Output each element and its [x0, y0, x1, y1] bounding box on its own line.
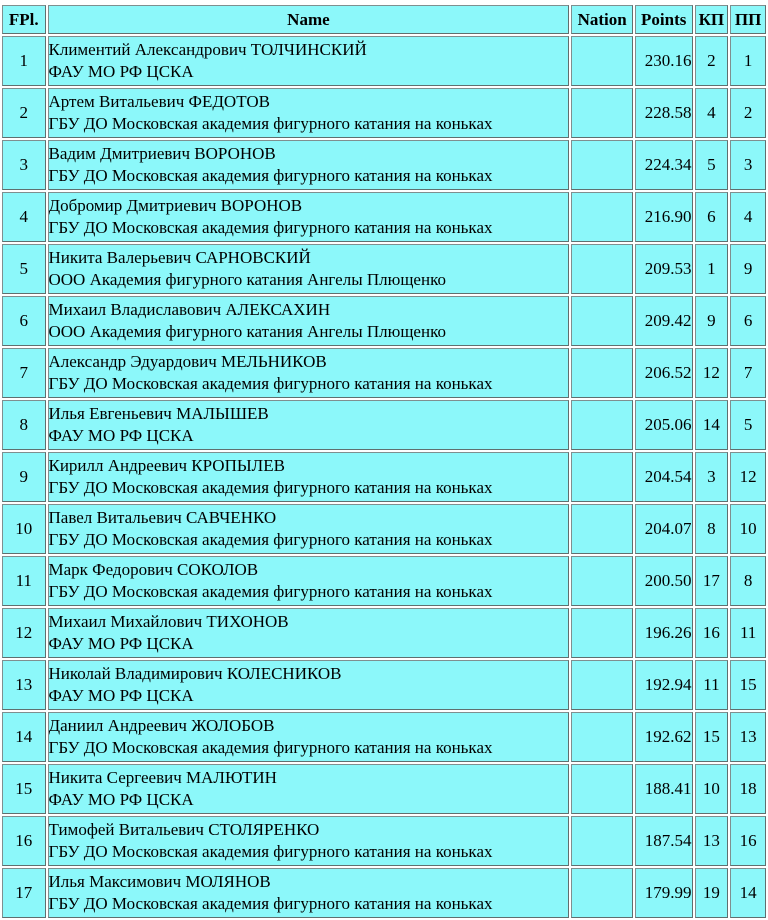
free-program-rank-cell: 10	[730, 504, 766, 554]
free-program-rank-cell: 18	[730, 764, 766, 814]
table-row	[2, 140, 766, 190]
skater-club: ООО Академия фигурного катания Ангелы Плющенко	[48, 322, 446, 341]
free-program-rank-cell: 12	[730, 452, 766, 502]
skater-cell	[48, 348, 570, 398]
short-program-rank-cell: 14	[695, 400, 729, 450]
points-cell: 216.90	[635, 192, 693, 242]
points-cell: 228.58	[635, 88, 693, 138]
skater-cell	[48, 88, 570, 138]
skater-cell	[48, 452, 570, 502]
skater-club: ООО Академия фигурного катания Ангелы Плющенко	[48, 270, 446, 289]
nation-cell	[571, 400, 633, 450]
points-cell: 187.54	[635, 816, 693, 866]
free-program-rank-cell: 15	[730, 660, 766, 710]
nation-cell	[571, 36, 633, 86]
nation-cell	[571, 608, 633, 658]
skater-cell	[48, 400, 570, 450]
placement-cell: 8	[2, 400, 46, 450]
header-nation[interactable]: Nation	[571, 5, 633, 34]
free-program-rank-cell: 5	[730, 400, 766, 450]
skater-name[interactable]: Михаил Владиславович АЛЕКСАХИН	[48, 300, 331, 319]
results-table	[0, 3, 768, 920]
free-program-rank-cell: 6	[730, 296, 766, 346]
table-row	[2, 868, 766, 918]
skater-cell	[48, 504, 570, 554]
skater-cell	[48, 608, 570, 658]
skater-name[interactable]: Климентий Александрович ТОЛЧИНСКИЙ	[48, 40, 367, 59]
skater-club: ФАУ МО РФ ЦСКА	[48, 426, 194, 445]
skater-cell	[48, 296, 570, 346]
skater-name[interactable]: Павел Витальевич САВЧЕНКО	[48, 508, 277, 527]
short-program-rank-cell: 9	[695, 296, 729, 346]
skater-club: ФАУ МО РФ ЦСКА	[48, 62, 194, 81]
points-cell: 209.53	[635, 244, 693, 294]
skater-club: ГБУ ДО Московская академия фигурного катания на коньках	[48, 530, 493, 549]
skater-name[interactable]: Вадим Дмитриевич ВОРОНОВ	[48, 144, 276, 163]
skater-cell	[48, 244, 570, 294]
table-row	[2, 764, 766, 814]
short-program-rank-cell: 1	[695, 244, 729, 294]
placement-cell: 2	[2, 88, 46, 138]
table-row	[2, 608, 766, 658]
placement-cell: 4	[2, 192, 46, 242]
nation-cell	[571, 192, 633, 242]
skater-cell	[48, 140, 570, 190]
placement-cell: 15	[2, 764, 46, 814]
placement-cell: 5	[2, 244, 46, 294]
skater-club: ГБУ ДО Московская академия фигурного катания на коньках	[48, 166, 493, 185]
placement-cell: 16	[2, 816, 46, 866]
skater-cell	[48, 764, 570, 814]
skater-club: ФАУ МО РФ ЦСКА	[48, 686, 194, 705]
nation-cell	[571, 816, 633, 866]
placement-cell: 7	[2, 348, 46, 398]
free-program-rank-cell: 14	[730, 868, 766, 918]
skater-name[interactable]: Николай Владимирович КОЛЕСНИКОВ	[48, 664, 342, 683]
skater-cell	[48, 712, 570, 762]
skater-club: ГБУ ДО Московская академия фигурного катания на коньках	[48, 374, 493, 393]
skater-name[interactable]: Никита Сергеевич МАЛЮТИН	[48, 768, 277, 787]
points-cell: 192.62	[635, 712, 693, 762]
free-program-rank-cell: 13	[730, 712, 766, 762]
short-program-rank-cell: 16	[695, 608, 729, 658]
table-row	[2, 556, 766, 606]
header-name[interactable]: Name	[48, 5, 570, 34]
short-program-rank-cell: 12	[695, 348, 729, 398]
header-row	[2, 5, 766, 34]
free-program-rank-cell: 2	[730, 88, 766, 138]
points-cell: 204.54	[635, 452, 693, 502]
points-cell: 230.16	[635, 36, 693, 86]
nation-cell	[571, 296, 633, 346]
nation-cell	[571, 452, 633, 502]
points-cell: 179.99	[635, 868, 693, 918]
points-cell: 196.26	[635, 608, 693, 658]
skater-club: ФАУ МО РФ ЦСКА	[48, 634, 194, 653]
short-program-rank-cell: 5	[695, 140, 729, 190]
table-row	[2, 452, 766, 502]
skater-cell	[48, 816, 570, 866]
placement-cell: 14	[2, 712, 46, 762]
results-table-body	[2, 36, 766, 918]
skater-name[interactable]: Никита Валерьевич САРНОВСКИЙ	[48, 248, 311, 267]
skater-club: ГБУ ДО Московская академия фигурного катания на коньках	[48, 582, 493, 601]
placement-cell: 6	[2, 296, 46, 346]
skater-club: ГБУ ДО Московская академия фигурного катания на коньках	[48, 114, 493, 133]
placement-cell: 9	[2, 452, 46, 502]
short-program-rank-cell: 11	[695, 660, 729, 710]
skater-cell	[48, 868, 570, 918]
points-cell: 192.94	[635, 660, 693, 710]
free-program-rank-cell: 3	[730, 140, 766, 190]
short-program-rank-cell: 6	[695, 192, 729, 242]
skater-club: ГБУ ДО Московская академия фигурного катания на коньках	[48, 842, 493, 861]
skater-name[interactable]: Марк Федорович СОКОЛОВ	[48, 560, 259, 579]
points-cell: 224.34	[635, 140, 693, 190]
nation-cell	[571, 868, 633, 918]
header-fpl[interactable]: FPl.	[2, 5, 46, 34]
placement-cell: 1	[2, 36, 46, 86]
placement-cell: 13	[2, 660, 46, 710]
free-program-rank-cell: 8	[730, 556, 766, 606]
short-program-rank-cell: 19	[695, 868, 729, 918]
short-program-rank-cell: 17	[695, 556, 729, 606]
header-kp[interactable]: КП	[695, 5, 729, 34]
nation-cell	[571, 244, 633, 294]
points-cell: 205.06	[635, 400, 693, 450]
skater-club: ГБУ ДО Московская академия фигурного катания на коньках	[48, 478, 493, 497]
placement-cell: 10	[2, 504, 46, 554]
free-program-rank-cell: 16	[730, 816, 766, 866]
skater-name[interactable]: Добромир Дмитриевич ВОРОНОВ	[48, 196, 303, 215]
points-cell: 209.42	[635, 296, 693, 346]
skater-name[interactable]: Александр Эдуардович МЕЛЬНИКОВ	[48, 352, 327, 371]
short-program-rank-cell: 15	[695, 712, 729, 762]
short-program-rank-cell: 8	[695, 504, 729, 554]
short-program-rank-cell: 4	[695, 88, 729, 138]
free-program-rank-cell: 4	[730, 192, 766, 242]
free-program-rank-cell: 1	[730, 36, 766, 86]
nation-cell	[571, 88, 633, 138]
skater-club: ГБУ ДО Московская академия фигурного катания на коньках	[48, 738, 493, 757]
skater-name[interactable]: Даниил Андреевич ЖОЛОБОВ	[48, 716, 275, 735]
points-cell: 204.07	[635, 504, 693, 554]
skater-club: ФАУ МО РФ ЦСКА	[48, 790, 194, 809]
skater-name[interactable]: Тимофей Витальевич СТОЛЯРЕНКО	[48, 820, 320, 839]
table-row	[2, 296, 766, 346]
nation-cell	[571, 764, 633, 814]
skater-name[interactable]: Кирилл Андреевич КРОПЫЛЕВ	[48, 456, 285, 475]
short-program-rank-cell: 2	[695, 36, 729, 86]
short-program-rank-cell: 3	[695, 452, 729, 502]
nation-cell	[571, 556, 633, 606]
table-row	[2, 660, 766, 710]
placement-cell: 12	[2, 608, 46, 658]
results-table-header	[2, 5, 766, 34]
skater-club: ГБУ ДО Московская академия фигурного катания на коньках	[48, 218, 493, 237]
free-program-rank-cell: 7	[730, 348, 766, 398]
table-row	[2, 816, 766, 866]
skater-name[interactable]: Илья Евгеньевич МАЛЫШЕВ	[48, 404, 269, 423]
points-cell: 188.41	[635, 764, 693, 814]
table-row	[2, 712, 766, 762]
table-row	[2, 400, 766, 450]
header-pp[interactable]: ПП	[730, 5, 766, 34]
points-cell: 200.50	[635, 556, 693, 606]
skater-cell	[48, 192, 570, 242]
nation-cell	[571, 712, 633, 762]
skater-name[interactable]: Артем Витальевич ФЕДОТОВ	[48, 92, 270, 111]
short-program-rank-cell: 13	[695, 816, 729, 866]
header-points[interactable]: Points	[635, 5, 693, 34]
skater-name[interactable]: Илья Максимович МОЛЯНОВ	[48, 872, 271, 891]
table-row	[2, 88, 766, 138]
table-row	[2, 36, 766, 86]
nation-cell	[571, 660, 633, 710]
skater-cell	[48, 556, 570, 606]
placement-cell: 11	[2, 556, 46, 606]
table-row	[2, 244, 766, 294]
skater-name[interactable]: Михаил Михайлович ТИХОНОВ	[48, 612, 289, 631]
nation-cell	[571, 348, 633, 398]
free-program-rank-cell: 9	[730, 244, 766, 294]
skater-cell	[48, 660, 570, 710]
skater-cell	[48, 36, 570, 86]
placement-cell: 17	[2, 868, 46, 918]
points-cell: 206.52	[635, 348, 693, 398]
skater-club: ГБУ ДО Московская академия фигурного катания на коньках	[48, 894, 493, 913]
free-program-rank-cell: 11	[730, 608, 766, 658]
placement-cell: 3	[2, 140, 46, 190]
nation-cell	[571, 504, 633, 554]
table-row	[2, 504, 766, 554]
table-row	[2, 348, 766, 398]
short-program-rank-cell: 10	[695, 764, 729, 814]
table-row	[2, 192, 766, 242]
nation-cell	[571, 140, 633, 190]
